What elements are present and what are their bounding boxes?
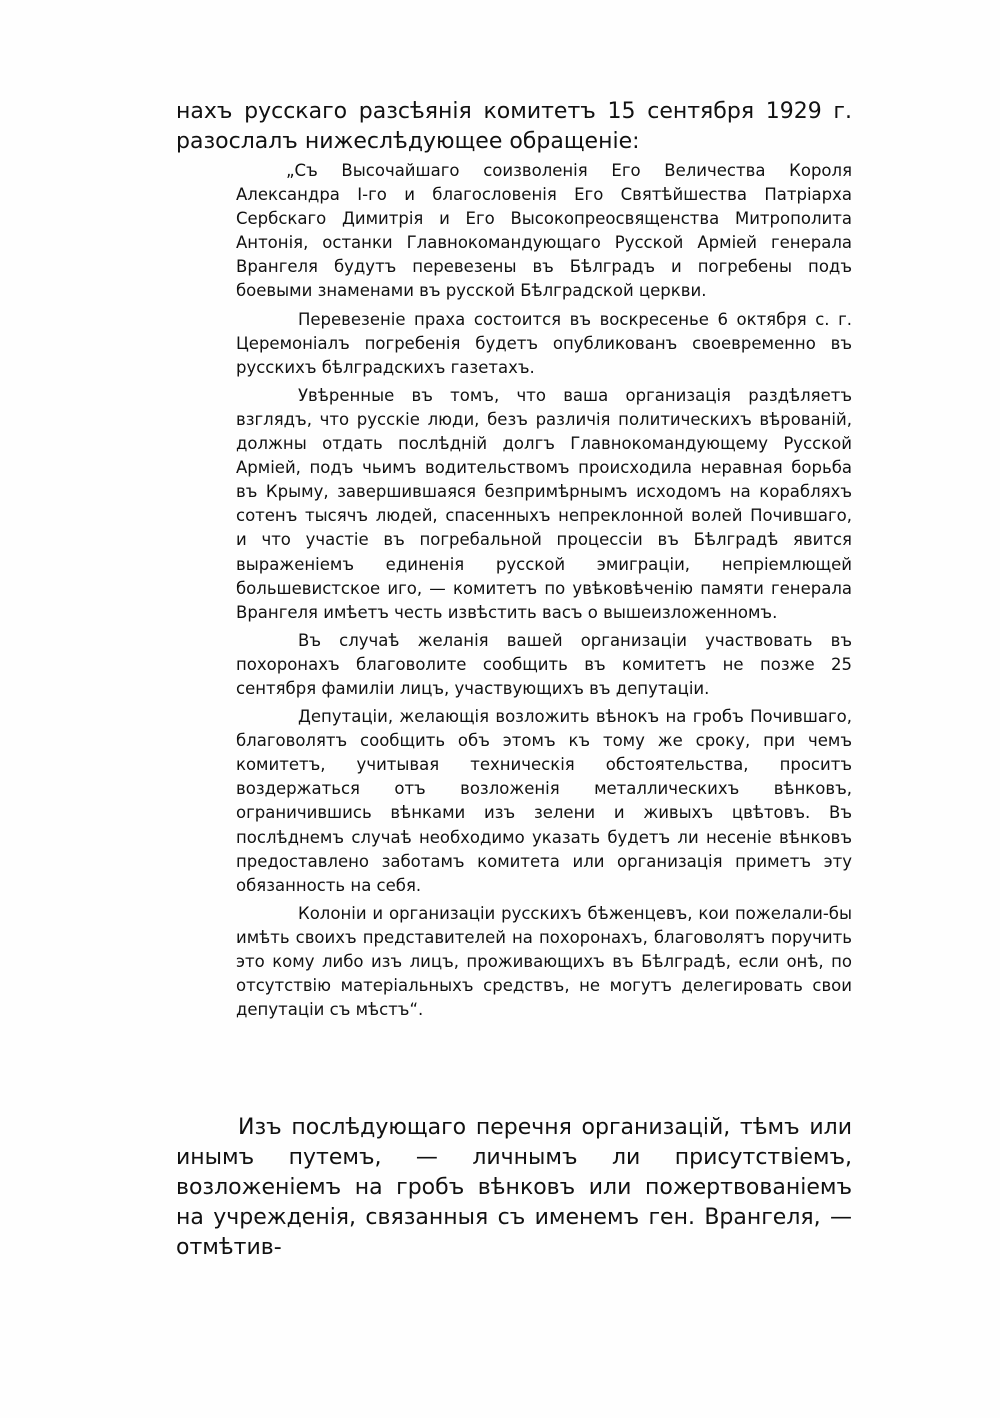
appeal-paragraph-6: Колоніи и организаціи русскихъ бѣженцевъ, кои пожелали-бы имѣть своихъ представителей на похоронахъ, благоволятъ поручить это кому либо изъ лицъ, проживающихъ въ Бѣлградѣ, если онѣ, по отсутствію матеріальныхъ средствъ, не могутъ делегировать свои депутаціи съ мѣстъ“.	[236, 903, 852, 1020]
appeal-paragraph-3: Увѣренные въ томъ, что ваша организація раздѣляетъ взглядъ, что русскіе люди, безъ различія политическихъ вѣрованій, должны отдать послѣдній долгъ Главнокомандующему Русской Арміей, подъ чьимъ водительствомъ происходила неравная борьба въ Крыму, завершившаяся безпримѣрнымъ исходомъ на корабляхъ сотенъ тысячъ людей, спасенныхъ непреклонной волей Почившаго, и что участіе въ погребальной процессіи въ Бѣлградѣ явится выраженіемъ единенія русской эмиграціи, непріемлющей большевистское иго, — комитетъ по увѣковѣченію памяти генерала Врангеля имѣетъ честь извѣстить васъ о вышеизложенномъ.	[236, 385, 852, 622]
quoted-appeal	[236, 159, 852, 1026]
appeal-paragraph-2: Перевезеніе праха состоится въ воскресенье 6 октября с. г. Церемоніалъ погребенія будетъ опубликованъ своевременно въ русскихъ бѣлградскихъ газетахъ.	[236, 309, 852, 377]
closing-paragraph: Изъ послѣдующаго перечня организацій, тѣмъ или инымъ путемъ, — личнымъ ли присутствіемъ, возложеніемъ на гробъ вѣнковъ или пожертвованіемъ на учрежденія, связанныя съ именемъ ген. Врангеля, — отмѣтив-	[176, 1115, 852, 1260]
appeal-paragraph-1: „Съ Высочайшаго соизволенія Его Величества Короля Александра I-го и благословенія Его Святѣйшества Патріарха Сербскаго Димитрія и Его Высокопреосвященства Митрополита Антонія, останки Главнокомандующаго Русской Арміей генерала Врангеля будутъ перевезены въ Бѣлградъ и погребены подъ боевыми знаменами въ русской Бѣлградской церкви.	[236, 161, 852, 301]
appeal-paragraph-5: Депутаціи, желающія возложить вѣнокъ на гробъ Почившаго, благоволятъ сообщить объ этомъ къ тому же сроку, при чемъ комитетъ, учитывая техническія обстоятельства, проситъ воздержаться отъ возложенія металлическихъ вѣнковъ, ограничившись вѣнками изъ зелени и живыхъ цвѣтовъ. Въ послѣднемъ случаѣ необходимо указать будетъ ли несеніе вѣнковъ предоставлено заботамъ комитета или организація приметъ эту обязанность на себя.	[236, 707, 852, 895]
closing-section	[176, 1113, 852, 1263]
opening-paragraph: нахъ русскаго разсѣянія комитетъ 15 сентября 1929 г. разослалъ нижеслѣдующее обращеніе:	[176, 99, 852, 154]
appeal-paragraph-4: Въ случаѣ желанія вашей организаціи участвовать въ похоронахъ благоволите сообщить въ комитетъ не позже 25 сентября фамиліи лицъ, участвующихъ въ депутаціи.	[236, 630, 852, 698]
